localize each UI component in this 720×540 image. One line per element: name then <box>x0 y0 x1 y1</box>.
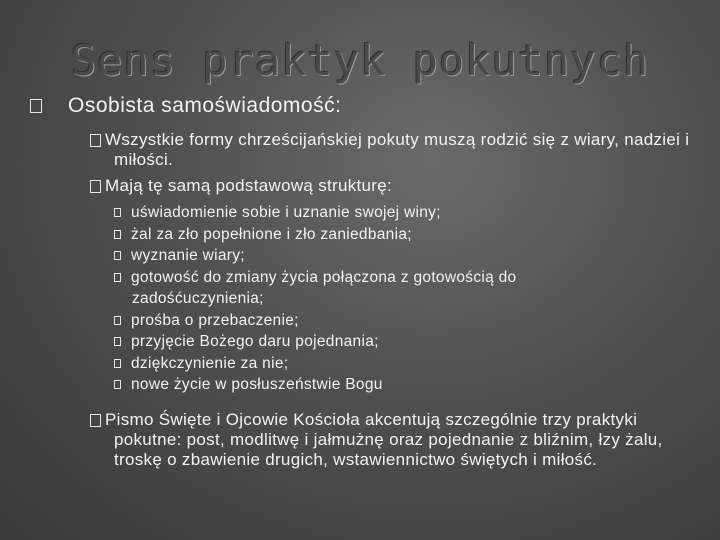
point-a-text: Wszystkie formy chrześcijańskiej pokuty muszą rodzić się z wiary, nadziei i miłości. <box>105 130 690 169</box>
square-bullet-icon <box>114 337 121 346</box>
point-b-text: Mają tę samą podstawową strukturę: <box>105 176 393 195</box>
list-item: żal za zło popełnione i zło zaniedbania; <box>114 224 674 246</box>
square-bullet-icon <box>114 316 121 325</box>
list-item: gotowość do zmiany życia połączona z gotowością do zadośćuczynienia; <box>114 267 674 310</box>
list-item: prośba o przebaczenie; <box>114 310 674 332</box>
bullet-box-icon <box>90 134 101 147</box>
square-bullet-icon <box>114 359 121 368</box>
point-c <box>90 410 690 470</box>
list-item: przyjęcie Bożego daru pojednania; <box>114 331 674 353</box>
slide-title: Sens praktyk pokutnych <box>70 36 650 85</box>
square-bullet-icon <box>114 208 121 217</box>
bullet-box-icon <box>90 180 101 193</box>
level1-text: Osobista samoświadomość: <box>68 94 342 117</box>
point-c-text: Pismo Święte i Ojcowie Kościoła akcentują szczególnie trzy praktyki pokutne: post, modlitwę i jałmużnę oraz pojednanie z bliźnim, łzy żalu, troskę o zbawienie drugich, wstawiennictwo świętych i miłość. <box>105 410 663 469</box>
list-item: nowe życie w posłuszeństwie Bogu <box>114 374 674 396</box>
square-bullet-icon <box>114 230 121 239</box>
point-a <box>90 130 690 170</box>
square-bullet-icon <box>114 273 121 282</box>
square-bullet-icon <box>114 380 121 389</box>
list-item: uświadomienie sobie i uznanie swojej winy; <box>114 202 674 224</box>
list-item: wyznanie wiary; <box>114 245 674 267</box>
bullet-box-icon <box>90 414 101 427</box>
structure-list <box>114 202 674 396</box>
bullet-box-icon <box>30 99 42 113</box>
level1-bullet <box>30 94 341 118</box>
list-item: dziękczynienie za nie; <box>114 353 674 375</box>
point-b <box>90 176 392 196</box>
square-bullet-icon <box>114 251 121 260</box>
